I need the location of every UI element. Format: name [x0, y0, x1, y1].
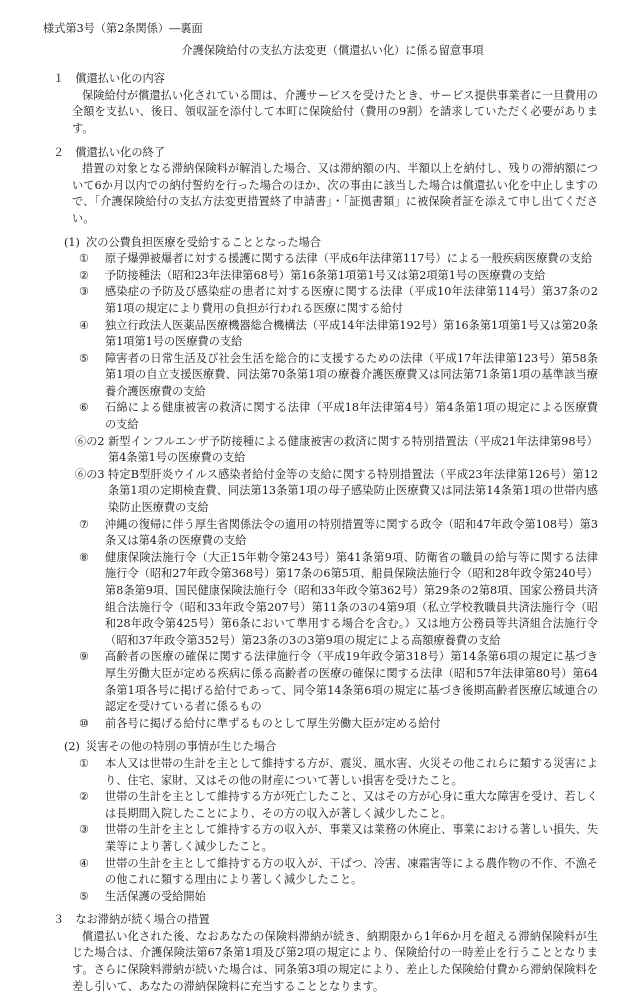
list-item-number: ③: [79, 823, 90, 837]
list-item: [37, 318, 598, 351]
list-item-text: 障害者の日常生活及び社会生活を総合的に支援するための法律（平成17年法律第123号）第58条第1項の自立支援医療費、同法第70条第1項の療養介護医療費又は同法第71条第1項の基準該当療養介護医療費の支給: [105, 351, 598, 398]
section-2-heading: ２ 償還払い化の終了: [53, 145, 165, 159]
subsection-2-number: (2): [64, 740, 80, 754]
section-3-heading: ３ なお滞納が続く場合の措置: [53, 913, 210, 927]
section-2-paragraph: 措置の対象となる滞納保険料が解消した場合、又は滞納額の内、半額以上を納付し、残りの滞納額について6か月以内での納付誓約を行った場合のほか、次の事由に該当した場合は償還払い化を中止しますので、「介護保険給付の支払方法変更措置終了申請書」・「証拠書類」に被保険者証を添えて申し出てください。: [72, 162, 598, 225]
list-item: [37, 284, 598, 317]
list-item-text: 感染症の予防及び感染症の患者に対する医療に関する法律（平成10年法律第114号）第37条の2第1項の規定により費用の負担が行われる医療に関する給付: [105, 285, 598, 315]
list-item-text: 特定B型肝炎ウイルス感染者給付金等の支給に関する特別措置法（平成23年法律第126号）第12条第1項の定期検査費、同法第13条第1項の母子感染防止医療費又は同法第14条第1項の世帯内感染防止医療費の支給: [108, 467, 598, 515]
list-item: [37, 856, 598, 889]
list-item-number: ⑨: [79, 650, 90, 664]
list-item: [37, 649, 598, 715]
list-item-text: 世帯の生計を主として維持する方が死亡したこと、又はその方が心身に重大な障害を受け、若しくは長期間入院したことにより、その方の収入が著しく減少したこと。: [105, 790, 598, 820]
subsection-1-text: 次の公費負担医療を受給することとなった場合: [86, 235, 321, 249]
subsection-2-text: 災害その他の特別の事情が生じた場合: [86, 740, 277, 754]
list-item: [37, 268, 598, 285]
document-title: 介護保険給付の支払方法変更（償還払い化）に係る留意事項: [181, 43, 484, 57]
list-item-number: ⑩: [79, 716, 90, 730]
list-item-number: ⑧: [79, 550, 90, 564]
list-item: [37, 716, 598, 733]
section-3-paragraph: 償還払い化された後、なおあなたの保険料滞納が続き、納期限から1年6か月を超える滞納保険料が生じた場合は、介護保険法第67条第1項及び第2項の規定により、保険給付の一時差止を行うこととなります。さらに保険料滞納が続いた場合は、同条第3項の規定により、差止した保険給付費から滞納保険料を差し引いて、あなたの滞納保険料に充当することとなります。: [72, 929, 598, 993]
list-item-number: ⑥: [79, 401, 90, 415]
subsection-1-number: (1): [64, 235, 80, 249]
list-item-number: ①: [79, 252, 90, 266]
list-item-text: 健康保険法施行令（大正15年勅令第243号）第41条第9項、防衛省の職員の給与等に関する法律施行令（昭和27年政令第368号）第17条の6第5項、船員保険法施行令（昭和28年政令第240号）第8条第9項、国民健康保険法施行令（昭和33年政令第362号）第29条の2第8項、国家公務員共済組合法施行令（昭和33年政令第207号）第11条の3の4第9項（私立学校教職員共済法施行令（昭和28年政令第425号）第6条において準用する場合を含む。）又は地方公務員等共済組合法施行令（昭和37年政令第352号）第23条の3の3第9項の規定による高額療養費の支給: [105, 550, 598, 647]
list-item: [37, 756, 598, 789]
list-item-number: ⑥の2: [75, 434, 105, 448]
list-item-text: 本人又は世帯の生計を主として維持する方が、震災、風水害、火災その他これらに類する災害により、住宅、家財、又はその他の財産について著しい損害を受けたこと。: [105, 756, 598, 787]
list-item-text: 高齢者の医療の確保に関する法律施行令（平成19年政令第318号）第14条第6項の規定に基づき厚生労働大臣が定める疾病に係る高齢者の医療の確保に関する法律（昭和57年法律第80号）第64条第1項各号に掲げる給付であって、同令第14条第6項の規定に基づき後期高齢者医療広域連合の認定を受けている者に係るもの: [105, 650, 598, 714]
list-item-number: ⑥の3: [75, 467, 105, 481]
list-item: [37, 889, 598, 906]
list-item-number: ③: [79, 285, 90, 299]
list-item: [37, 434, 598, 467]
list-item-text: 生活保護の受給開始: [105, 889, 206, 903]
list-item-number: ②: [79, 268, 90, 282]
list-item-number: ⑤: [79, 351, 90, 365]
list-item-text: 沖縄の復帰に伴う厚生省関係法令の適用の特別措置等に関する政令（昭和47年政令第108号）第3条又は第4条の医療費の支給: [105, 517, 598, 548]
list-item-text: 石綿による健康被害の救済に関する法律（平成18年法律第4号）第4条第1項の規定による医療費の支給: [105, 401, 598, 432]
list-item: [37, 789, 598, 822]
list-item-number: ①: [79, 756, 90, 770]
list-item: [37, 822, 598, 855]
list-item-text: 新型インフルエンザ予防接種による健康被害の救済に関する特別措置法（平成21年法律第98号）第4条第1号の医療費の支給: [108, 434, 598, 465]
list-item-text: 世帯の生計を主として維持する方の収入が、事業又は業務の休廃止、事業における著しい損失、失業等により著しく減少したこと。: [105, 823, 598, 853]
list-item: [37, 400, 598, 433]
list-item-number: ②: [79, 790, 90, 804]
list-item: [37, 251, 598, 268]
subsection-1-heading: [37, 235, 598, 252]
form-label: 様式第3号（第2条関係）―裏面: [43, 22, 203, 35]
list-item-text: 独立行政法人医薬品医療機器総合機構法（平成14年法律第192号）第16条第1項第1号又は第20条第1項第1号の医療費の支給: [105, 318, 598, 349]
list-item: [37, 517, 598, 550]
list-item-text: 前各号に掲げる給付に準ずるものとして厚生労働大臣が定める給付: [105, 716, 441, 730]
list-item: [37, 467, 598, 517]
list-item-number: ⑦: [79, 517, 90, 531]
section-1-heading: １ 償還払い化の内容: [53, 72, 165, 86]
section-1-paragraph: 保険給付が償還払い化されている間は、介護サービスを受けたとき、サービス提供事業者に一旦費用の全額を支払い、後日、領収証を添付して本町に保険給付（費用の9割）を請求していただく必要があります。: [72, 88, 598, 135]
list-item-number: ④: [79, 318, 90, 332]
list-item-text: 原子爆弾被爆者に対する援護に関する法律（平成6年法律第117号）による一般疾病医療費の支給: [105, 252, 593, 266]
list-item-number: ⑤: [79, 889, 90, 903]
list-item: [37, 351, 598, 401]
subsection-2-heading: [37, 739, 598, 756]
list-item-text: 予防接種法（昭和23年法律第68号）第16条第1項第1号又は第2項第1号の医療費の支給: [105, 268, 546, 282]
list-item: [37, 550, 598, 650]
list-item-number: ④: [79, 856, 90, 870]
list-item-text: 世帯の生計を主として維持する方の収入が、干ばつ、冷害、凍霜害等による農作物の不作、不漁その他これに類する理由により著しく減少したこと。: [105, 856, 598, 887]
